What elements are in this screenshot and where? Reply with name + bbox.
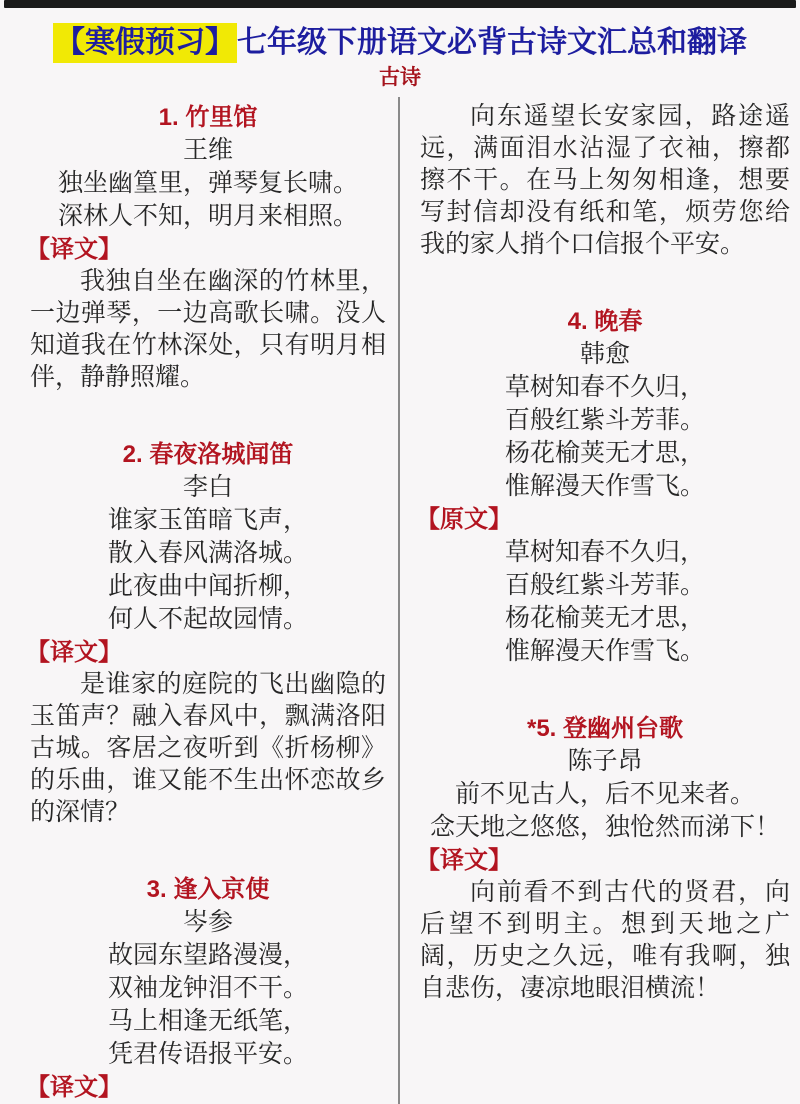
poem-author: 李白 <box>182 474 233 501</box>
poem-verse-line: 双袖龙钟泪不干。 <box>107 975 308 1002</box>
poem-verse-line: 独坐幽篁里，弹琴复长啸。 <box>57 170 358 197</box>
poem-verse-line: 念天地之悠悠，独怆然而涕下！ <box>429 814 780 841</box>
poem-verse-line: 草树知春不久归， <box>504 539 705 566</box>
poem-title: 4. 晚春 <box>567 308 643 335</box>
section-label: 【译文】 <box>26 639 122 666</box>
right-column <box>400 97 800 1104</box>
translation-paragraph: 是谁家的庭院的飞出幽隐的玉笛声？融入春风中，飘满洛阳古城。客居之夜听到《折杨柳》的乐曲，谁又能不生出怀恋故乡的深情？ <box>30 671 386 826</box>
translation-paragraph: 向前看不到古代的贤君，向后望不到明主。想到天地之广阔，历史之久远，唯有我啊，独自悲伤，凄凉地眼泪横流！ <box>420 879 790 1002</box>
section-label: 【译文】 <box>26 236 122 263</box>
poem-author: 王维 <box>182 137 233 164</box>
translation-paragraph: 向东遥望长安家园，路途遥远，满面泪水沾湿了衣袖，擦都擦不干。在马上匆匆相逢，想要写封信却没有纸和笔，烦劳您给我的家人捎个口信报个平安。 <box>420 103 790 258</box>
poem-verse-line: 百般红紫斗芳菲。 <box>504 572 705 599</box>
translation-paragraph: 我独自坐在幽深的竹林里，一边弹琴，一边高歌长啸。没人知道我在竹林深处，只有明月相伴，静静照耀。 <box>30 268 386 391</box>
poem-verse-line: 草树知春不久归， <box>504 374 705 401</box>
poem-verse-line: 杨花榆荚无才思， <box>504 440 705 467</box>
left-column <box>0 97 400 1104</box>
poem-verse-line: 深林人不知，明月来相照。 <box>57 203 358 230</box>
two-column-layout <box>0 97 800 1104</box>
poem-verse-line: 凭君传语报平安。 <box>107 1041 308 1068</box>
poem-verse-line: 何人不起故园情。 <box>107 606 308 633</box>
page-title-rest: 七年级下册语文必背古诗文汇总和翻译 <box>237 26 747 59</box>
page-title <box>0 24 800 62</box>
poem-title: *5. 登幽州台歌 <box>526 715 684 742</box>
poem-author: 陈子昂 <box>567 748 643 775</box>
document-header <box>0 8 800 93</box>
poem-title: 2. 春夜洛城闻笛 <box>122 441 294 468</box>
section-subtitle: 古诗 <box>379 66 421 89</box>
section-label: 【原文】 <box>416 506 512 533</box>
page-title-highlight: 【寒假预习】 <box>53 23 237 63</box>
poem-verse-line: 故园东望路漫漫， <box>107 942 308 969</box>
section-label: 【译文】 <box>416 847 512 874</box>
poem-verse-line: 杨花榆荚无才思， <box>504 605 705 632</box>
poem-verse-line: 马上相逢无纸笔， <box>107 1008 308 1035</box>
poem-title: 3. 逢入京使 <box>146 876 270 903</box>
poem-verse-line: 此夜曲中闻折柳， <box>107 573 308 600</box>
poem-verse-line: 谁家玉笛暗飞声， <box>107 507 308 534</box>
top-bar <box>4 0 796 8</box>
poem-title: 1. 竹里馆 <box>158 104 258 131</box>
poem-author: 韩愈 <box>579 341 630 368</box>
poem-author: 岑参 <box>182 909 233 936</box>
poem-verse-line: 散入春风满洛城。 <box>107 540 308 567</box>
section-label: 【译文】 <box>26 1074 122 1101</box>
poem-verse-line: 前不见古人，后不见来者。 <box>454 781 755 808</box>
poem-verse-line: 惟解漫天作雪飞。 <box>504 638 705 665</box>
poem-verse-line: 惟解漫天作雪飞。 <box>504 473 705 500</box>
poem-verse-line: 百般红紫斗芳菲。 <box>504 407 705 434</box>
